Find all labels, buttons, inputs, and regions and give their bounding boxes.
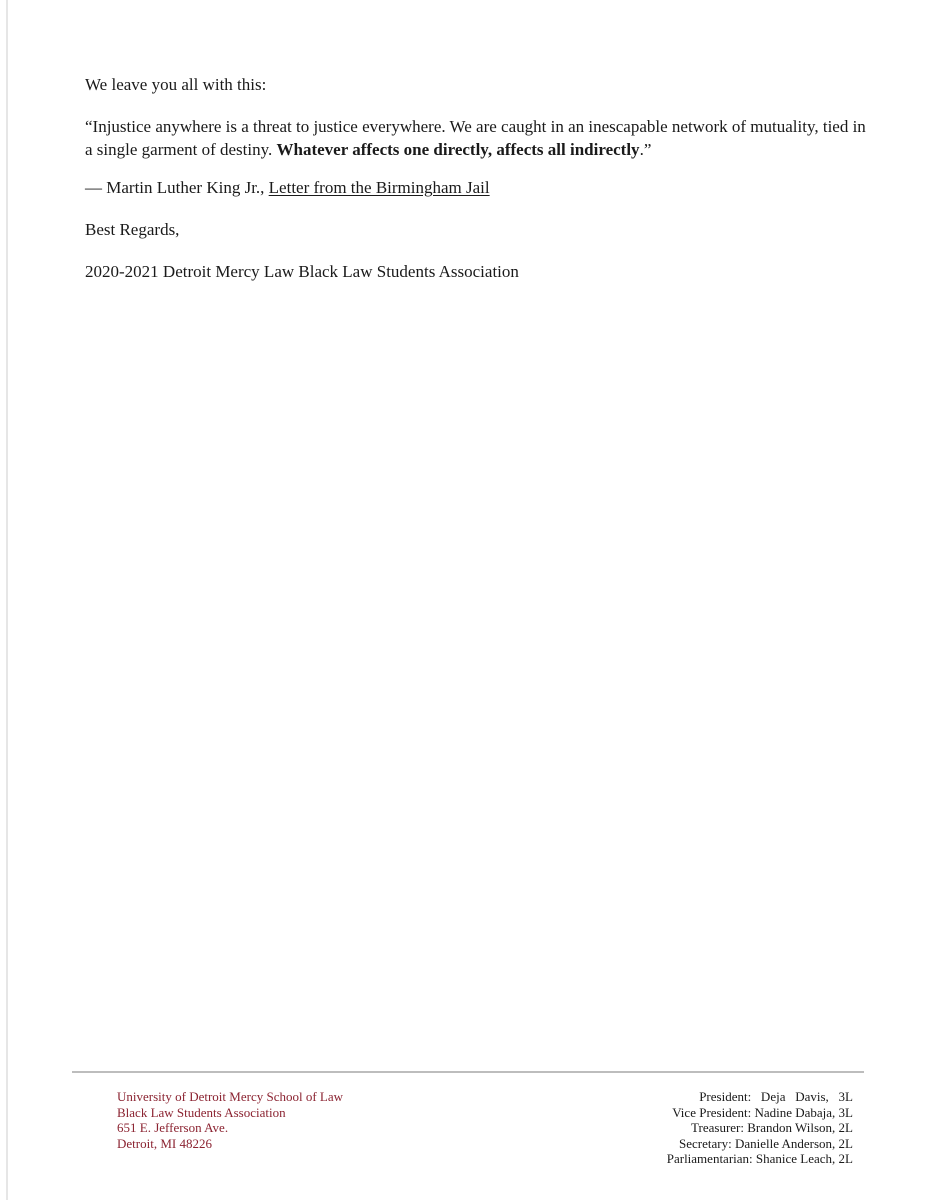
address-line: Detroit, MI 48226 [117,1135,212,1151]
address-line: Black Law Students Association [117,1104,286,1120]
address-line: 651 E. Jefferson Ave. [117,1120,229,1135]
signature-line: 2020-2021 Detroit Mercy Law Black Law Students Association [85,262,519,281]
letter-body [85,73,875,283]
attribution-author: — Martin Luther King Jr., [85,178,269,197]
officer-line: Parliamentarian: Shanice Leach, 2L [666,1151,853,1166]
officer-line: President: Deja Davis, 3L [699,1089,853,1104]
closing-line: Best Regards, [85,220,180,239]
footer-divider [72,1071,864,1073]
officer-line: Secretary: Danielle Anderson, 2L [679,1135,853,1151]
footer-address [117,1089,343,1151]
mlk-quote [85,115,875,161]
quote-text: “Injustice anywhere is a threat to justice everywhere. We are caught in an inescapable network of mutuality, tied in a single garment of destiny. [85,117,866,159]
officer-line: Vice President: Nadine Dabaja, 3L [672,1104,853,1120]
quote-attribution [85,176,875,199]
address-line: University of Detroit Mercy School of Law [117,1089,344,1104]
officer-line: Treasurer: Brandon Wilson, 2L [691,1120,853,1135]
page-edge [6,0,8,1200]
attribution-source: Letter from the Birmingham Jail [268,178,490,197]
quote-end: .” [639,140,652,159]
footer-officers [667,1089,853,1167]
intro-line: We leave you all with this: [85,75,267,94]
quote-bold-text: Whatever affects one directly, affects all indirectly [276,140,640,159]
